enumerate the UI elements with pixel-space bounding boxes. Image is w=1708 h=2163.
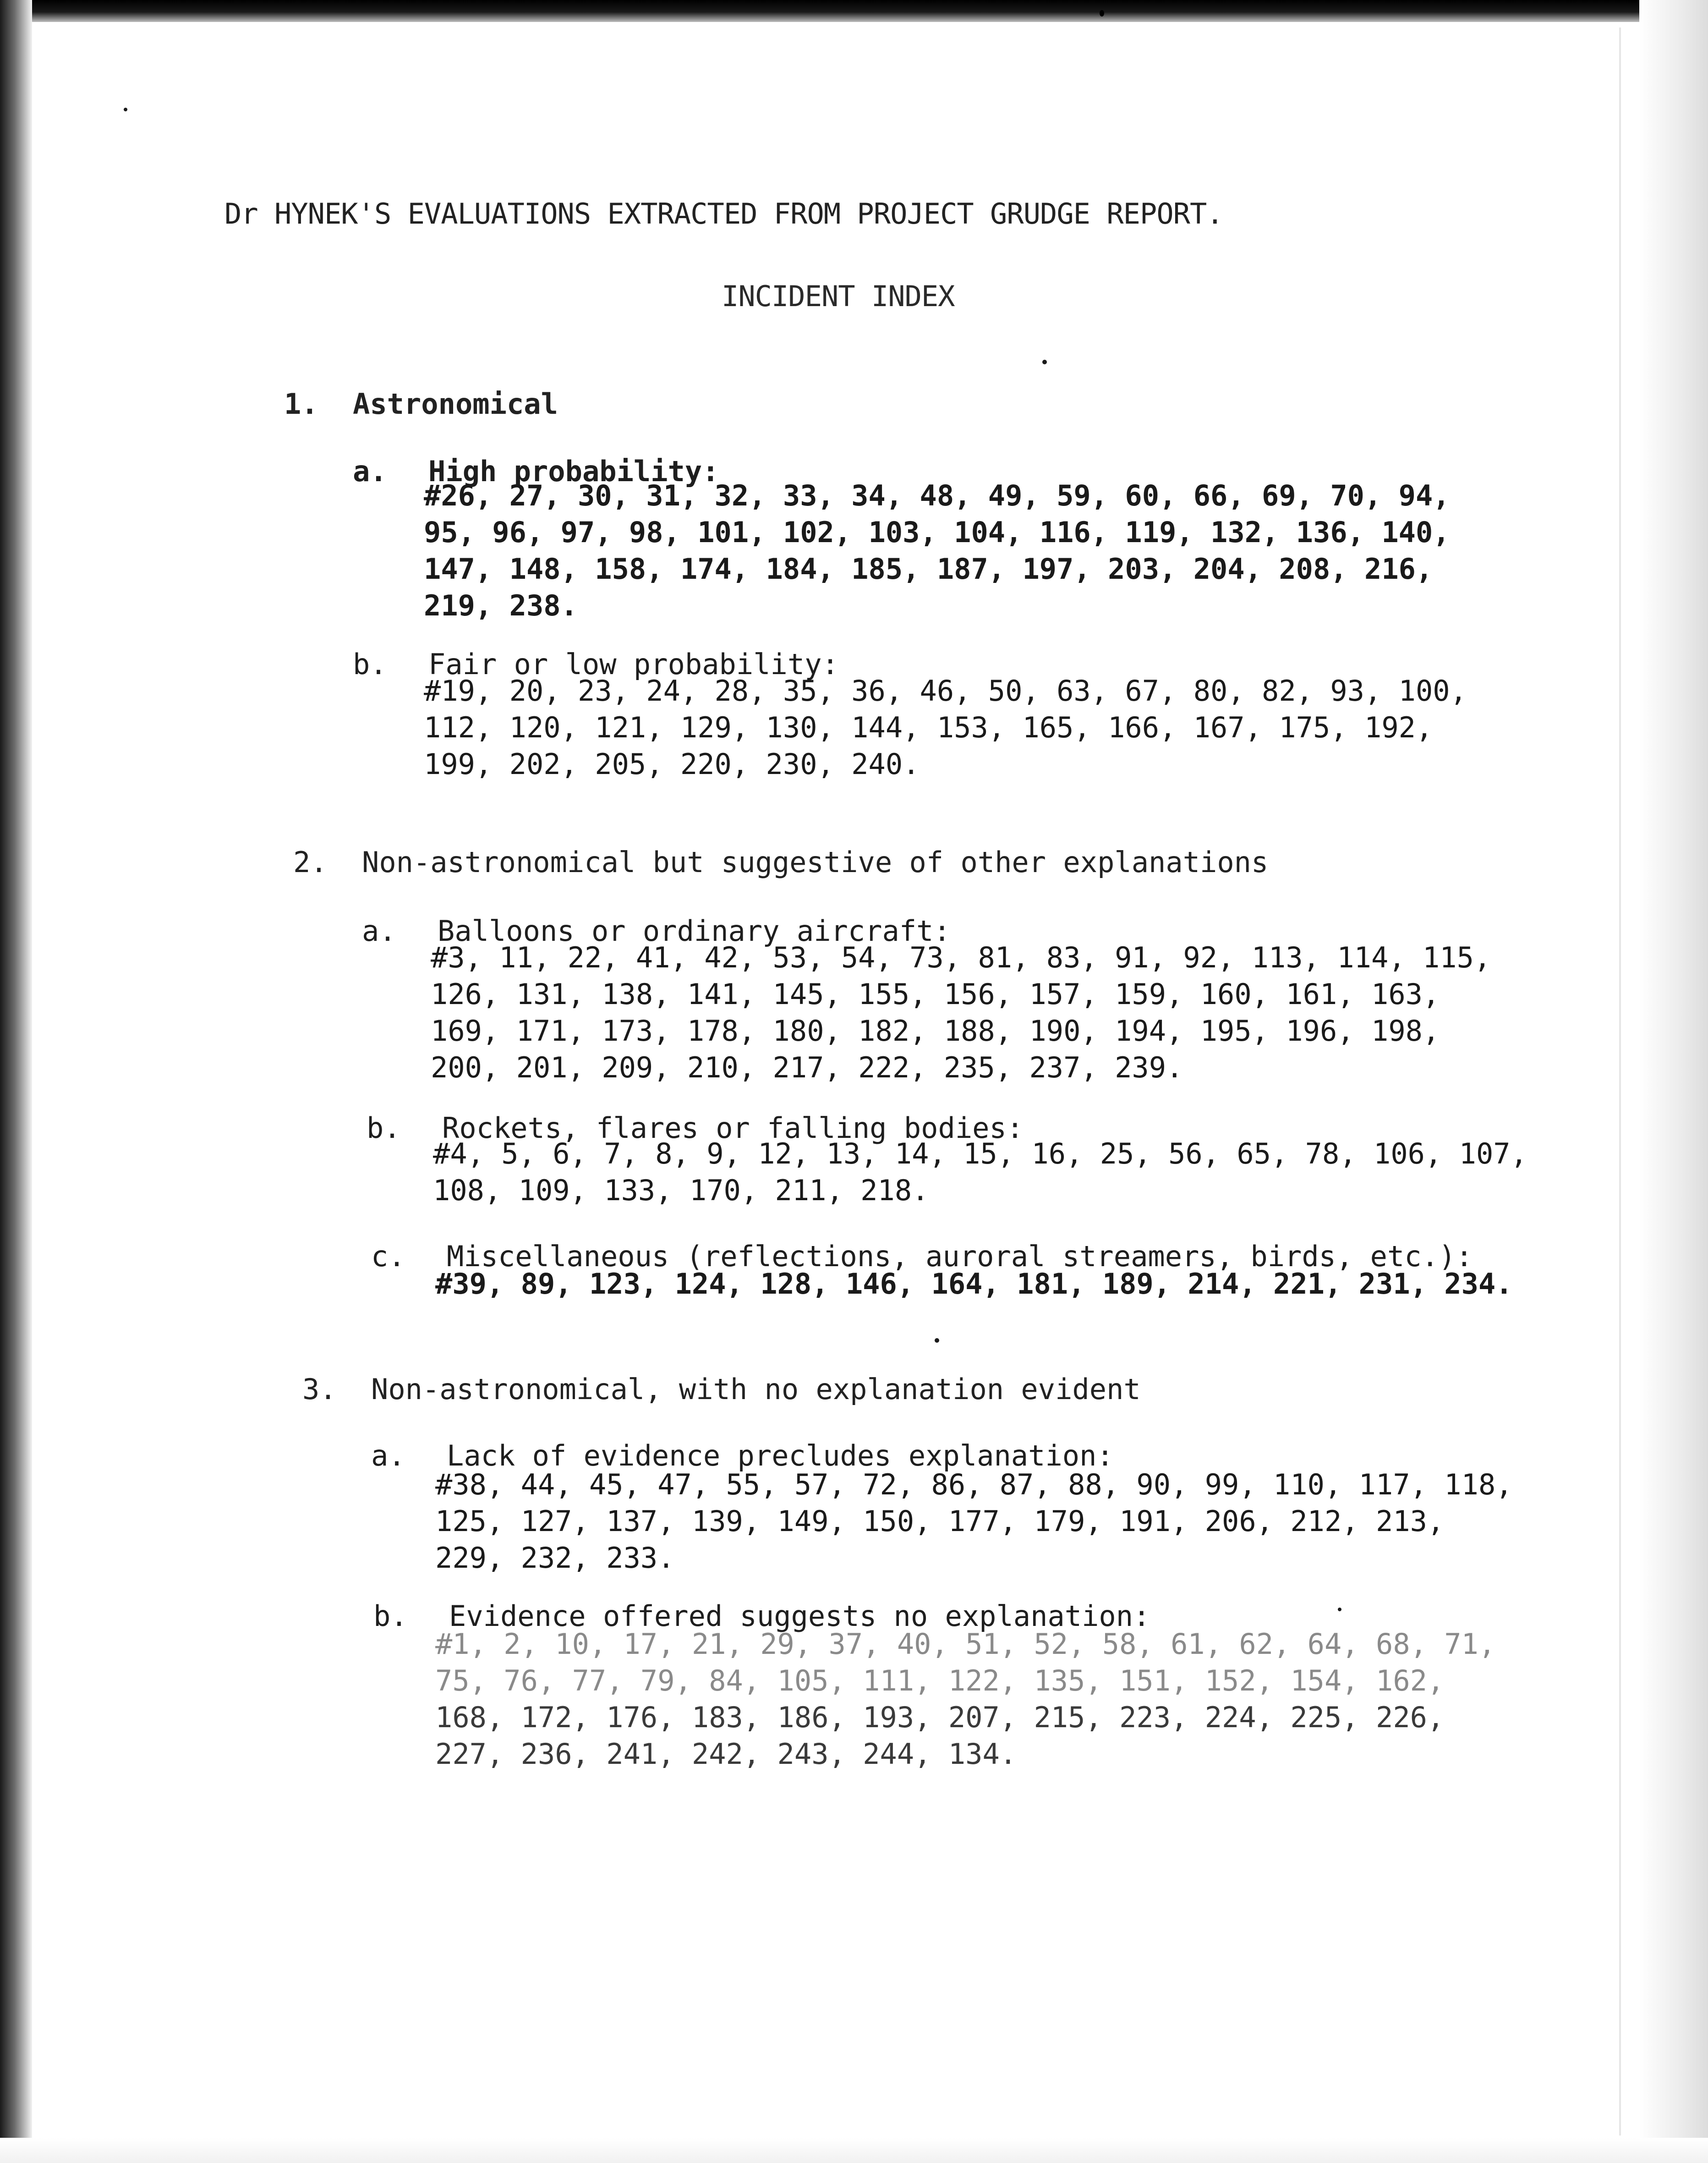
scan-edge-left: [0, 0, 32, 2163]
list-line: 75, 76, 77, 79, 84, 105, 111, 122, 135, 151, 152, 154, 162,: [435, 1664, 1445, 1697]
subsection-letter: c.: [371, 1240, 405, 1273]
list-line: 95, 96, 97, 98, 101, 102, 103, 104, 116, 119, 132, 136, 140,: [424, 516, 1450, 549]
scan-speck: [935, 1338, 939, 1343]
subsection-letter: b.: [373, 1599, 408, 1633]
list-line: 219, 238.: [424, 589, 578, 622]
scan-speck: [1338, 1608, 1341, 1611]
incident-number-list: [424, 478, 1450, 624]
subsection-title: Rockets, flares or falling bodies:: [442, 1111, 1024, 1145]
list-line: #38, 44, 45, 47, 55, 57, 72, 86, 87, 88, 90, 99, 110, 117, 118,: [435, 1468, 1513, 1501]
document-title: Dr HYNEK'S EVALUATIONS EXTRACTED FROM PROJECT GRUDGE REPORT.: [224, 197, 1223, 231]
scan-speck: [124, 108, 127, 111]
list-line: #26, 27, 30, 31, 32, 33, 34, 48, 49, 59, 60, 66, 69, 70, 94,: [424, 479, 1450, 512]
subsection-title: Fair or low probability:: [428, 648, 839, 681]
list-line: 126, 131, 138, 141, 145, 155, 156, 157, 159, 160, 161, 163,: [431, 977, 1440, 1011]
subsection-title: Lack of evidence precludes explanation:: [447, 1439, 1114, 1472]
section-number: 1.: [284, 387, 318, 421]
incident-number-list: [435, 1626, 1495, 1773]
list-line: 112, 120, 121, 129, 130, 144, 153, 165, 166, 167, 175, 192,: [424, 711, 1433, 744]
section-number: 3.: [302, 1372, 337, 1406]
section-heading: [284, 387, 558, 421]
scan-edge-right: [1639, 0, 1708, 2163]
incident-number-list: [435, 1266, 1513, 1302]
section-title: Non-astronomical but suggestive of other explanations: [362, 845, 1269, 879]
list-line: #1, 2, 10, 17, 21, 29, 37, 40, 51, 52, 58, 61, 62, 64, 68, 71,: [435, 1627, 1496, 1661]
section-title: Non-astronomical, with no explanation evident: [371, 1372, 1141, 1406]
scan-edge-top: [0, 0, 1708, 22]
subsection-letter: a.: [362, 914, 396, 948]
subsection-letter: b.: [353, 648, 387, 681]
list-line: 108, 109, 133, 170, 211, 218.: [433, 1174, 929, 1207]
scan-speck: [1042, 360, 1047, 364]
subsection-letter: b.: [367, 1111, 401, 1145]
list-line: 199, 202, 205, 220, 230, 240.: [424, 747, 920, 781]
list-line: #39, 89, 123, 124, 128, 146, 164, 181, 189, 214, 221, 231, 234.: [435, 1267, 1513, 1301]
list-line: 200, 201, 209, 210, 217, 222, 235, 237, 239.: [431, 1051, 1183, 1084]
list-line: 125, 127, 137, 139, 149, 150, 177, 179, 191, 206, 212, 213,: [435, 1504, 1445, 1538]
subsection-title: High probability:: [428, 455, 719, 488]
document-subtitle: INCIDENT INDEX: [722, 280, 955, 313]
section-title: Astronomical: [353, 387, 558, 421]
incident-number-list: [433, 1136, 1527, 1209]
list-line: #4, 5, 6, 7, 8, 9, 12, 13, 14, 15, 16, 25, 56, 65, 78, 106, 107,: [433, 1137, 1527, 1170]
list-line: #3, 11, 22, 41, 42, 53, 54, 73, 81, 83, 91, 92, 113, 114, 115,: [431, 941, 1491, 974]
subsection-title: Miscellaneous (reflections, auroral streamers, birds, etc.):: [447, 1240, 1473, 1273]
scan-edge-bottom: [0, 2138, 1708, 2163]
section-heading: [293, 845, 1268, 879]
section-heading: [302, 1372, 1141, 1406]
subsection-title: Evidence offered suggests no explanation:: [449, 1599, 1150, 1633]
subsection-title: Balloons or ordinary aircraft:: [438, 914, 951, 948]
scan-speck: [1100, 10, 1104, 16]
incident-number-list: [424, 673, 1467, 783]
list-line: 227, 236, 241, 242, 243, 244, 134.: [435, 1737, 1017, 1771]
scan-fold-line: [1619, 27, 1621, 2136]
list-line: #19, 20, 23, 24, 28, 35, 36, 46, 50, 63, 67, 80, 82, 93, 100,: [424, 674, 1467, 708]
list-line: 169, 171, 173, 178, 180, 182, 188, 190, 194, 195, 196, 198,: [431, 1014, 1440, 1048]
list-line: 168, 172, 176, 183, 186, 193, 207, 215, 223, 224, 225, 226,: [435, 1701, 1445, 1734]
incident-number-list: [431, 939, 1491, 1086]
incident-number-list: [435, 1466, 1513, 1576]
subsection-letter: a.: [371, 1439, 405, 1472]
list-line: 147, 148, 158, 174, 184, 185, 187, 197, 203, 204, 208, 216,: [424, 552, 1433, 586]
list-line: 229, 232, 233.: [435, 1541, 675, 1575]
section-number: 2.: [293, 845, 328, 879]
subsection-letter: a.: [353, 455, 387, 488]
